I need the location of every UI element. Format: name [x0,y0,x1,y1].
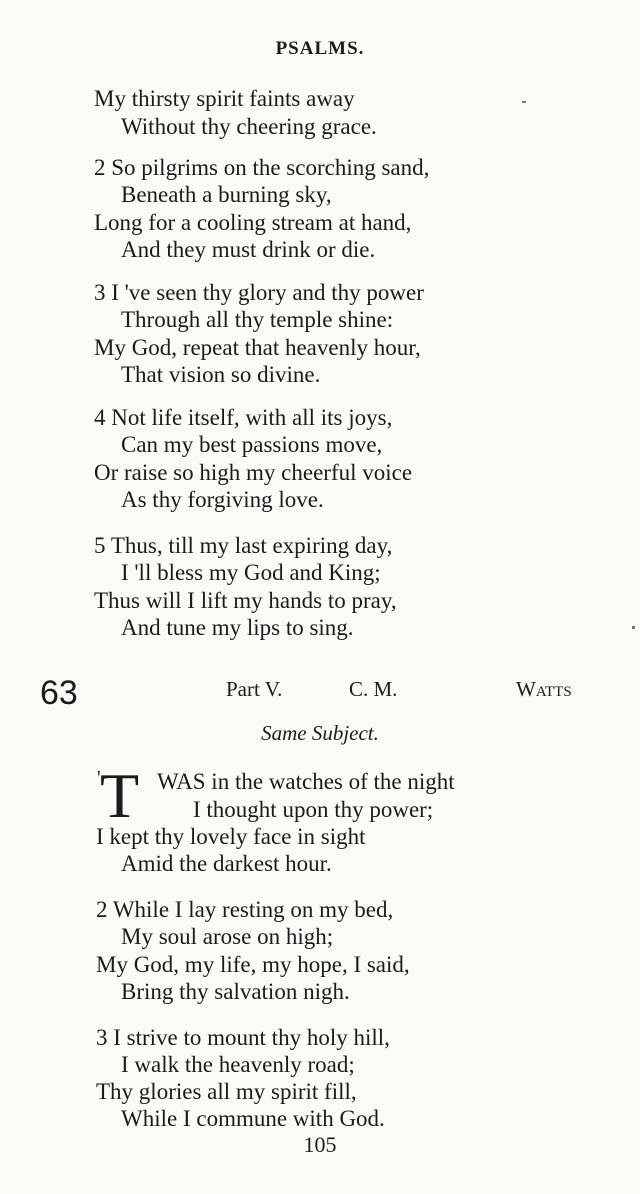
hymn-subtitle: Same Subject. [261,721,379,745]
verse-line: I kept thy lovely face in sight [96,824,366,849]
verse-line: 3 I strive to mount thy holy hill, [96,1025,390,1050]
verse-line: That vision so divine. [121,362,321,387]
drop-cap: T [100,760,140,831]
opening-quote: ' [97,767,101,789]
page-number: 105 [303,1132,337,1157]
verse-line: Long for a cooling stream at hand, [94,210,412,235]
verse-line: And they must drink or die. [121,237,376,262]
verse-line: 2 So pilgrims on the scorching sand, [94,155,430,180]
verse-line: Thus will I lift my hands to pray, [94,588,397,613]
print-speck [632,626,635,629]
verse-line: Bring thy salvation nigh. [121,979,350,1004]
verse-line: Without thy cheering grace. [121,114,377,139]
hymn-number: 63 [40,674,78,712]
verse-line: My soul arose on high; [121,924,334,949]
verse-line: My God, my life, my hope, I said, [96,952,410,977]
hymn-meter: C. M. [349,677,398,701]
verse-line: I thought upon thy power; [193,797,434,822]
verse-line: Through all thy temple shine: [121,307,394,332]
verse-line: Amid the darkest hour. [121,851,332,876]
verse-line: While I commune with God. [121,1106,385,1131]
verse-line: 2 While I lay resting on my bed, [96,897,394,922]
verse-line: I walk the heavenly road; [121,1052,355,1077]
hymn-part: Part V. [226,677,283,701]
verse-line: Beneath a burning sky, [121,182,332,207]
verse-line: As thy forgiving love. [121,487,324,512]
print-speck [522,101,526,103]
verse-line: 4 Not life itself, with all its joys, [94,405,393,430]
verse-line: My thirsty spirit faints away [94,86,355,111]
verse-line: And tune my lips to sing. [121,615,354,640]
hymn-author: Watts [516,677,572,701]
verse-line: My God, repeat that heavenly hour, [94,335,421,360]
verse-line: 3 I 've seen thy glory and thy power [94,280,424,305]
verse-line: Thy glories all my spirit fill, [96,1079,357,1104]
verse-line: WAS in the watches of the night [157,769,455,794]
running-head: PSALMS. [275,38,365,59]
verse-line: Or raise so high my cheerful voice [94,460,413,485]
verse-line: I 'll bless my God and King; [121,560,381,585]
verse-line: 5 Thus, till my last expiring day, [94,533,393,558]
verse-line: Can my best passions move, [121,432,383,457]
